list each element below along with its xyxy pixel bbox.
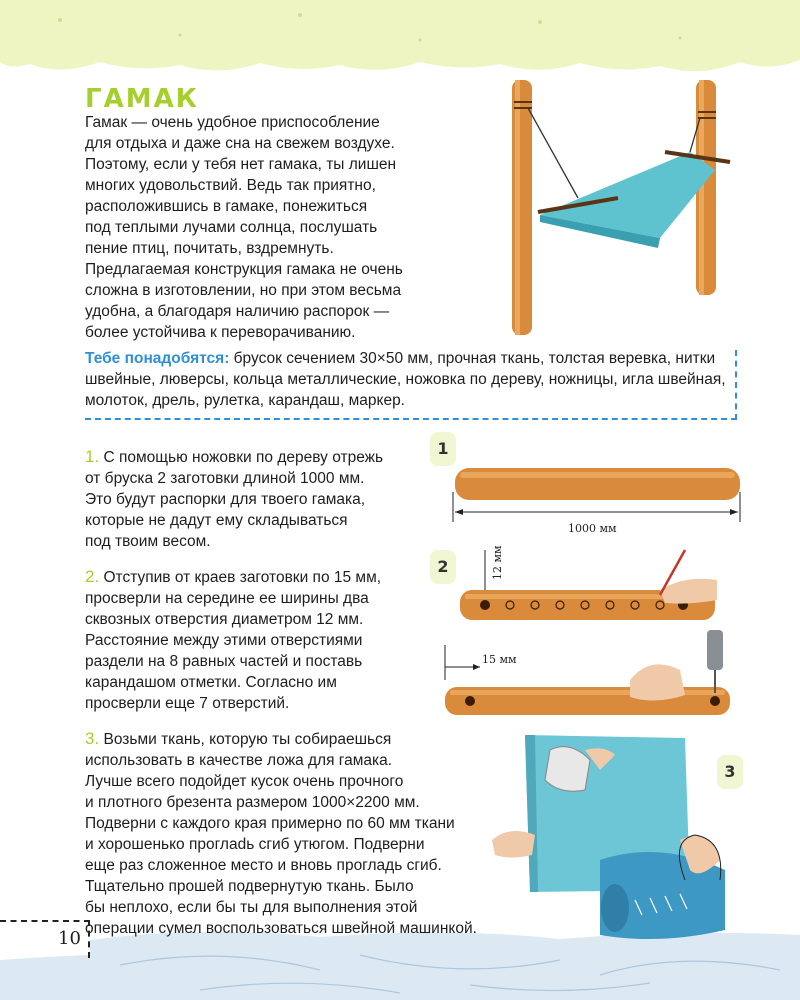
step-badge-3: 3	[717, 755, 743, 789]
materials-label: Тебе понадобятся:	[85, 350, 230, 367]
step-3-text: Возьми ткань, которую ты собираешься использовать в качестве ложа для гамака. Лучше всего подойдет кусок очень прочного и плотного брезента размером 1000×2200 мм. Подверни с каждого края примерно по 60 мм ткани и хорошенько проглadь сгиб утюгом. Подверни еще раз сложенное место и вновь проглaдь сгиб. Тщательно прошей подвернутую ткань. Было бы неплохо, если бы ты для выполнения этой операции сумел воспользоваться швейной машинкой.	[85, 731, 477, 937]
step-3	[85, 728, 525, 939]
step-2-number: 2.	[85, 567, 100, 586]
materials-list	[85, 348, 735, 411]
page-number: 10	[58, 928, 81, 949]
bar-drilling-illustration	[440, 625, 740, 720]
step-3-number: 3.	[85, 729, 100, 748]
offset-label: 15 мм	[482, 653, 517, 666]
hammock-illustration	[500, 70, 740, 340]
bar-marking-illustration	[455, 545, 735, 625]
hole-size-label: 12 мм	[491, 545, 504, 580]
step-badge-2: 2	[430, 550, 456, 584]
materials-text: брусок сечением 30×50 мм, прочная ткань, толстая веревка, нитки швейные, люверсы, кольца металлические, ножовка по дереву, ножницы, игла швейная, молоток, дрель, рулетка, карандаш, маркер.	[85, 350, 726, 409]
length-label: 1000 мм	[568, 522, 617, 535]
step-1-text: С помощью ножовки по дереву отрежь от бруска 2 заготовки длиной 1000 мм. Это будут распорки для твоего гамака, которые не дадут ему складываться под твоим весом.	[85, 449, 384, 550]
fabric-sewing-illustration	[490, 730, 730, 945]
step-1-number: 1.	[85, 447, 100, 466]
page-title: ГАМАК	[85, 84, 199, 114]
bar-dimension-illustration	[450, 462, 750, 542]
step-2	[85, 566, 435, 714]
step-1	[85, 446, 435, 552]
step-2-text: Отступив от краев заготовки по 15 мм, просверли на середине ее ширины два сквозных отверстия диаметром 12 мм. Расстояние между этими отверстиями раздели на 8 равных частей и поставь карандашом отметки. Согласно им просверли еще 7 отверстий.	[85, 569, 382, 712]
intro-paragraph: Гамак — очень удобное приспособление для отдыха и даже сна на свежем воздухе. Поэтому, если у тебя нет гамака, ты лишен многих удовольствий. Ведь так приятно, расположившись в гамаке, понежиться под теплыми лучами солнца, послушать пение птиц, почитать, вздремнуть. Предлагаемая конструкция гамака не очень сложна в изготовлении, но при этом весьма удобна, а благодаря наличию распорок — более устойчива к переворачиванию.	[85, 114, 403, 341]
step-badge-1: 1	[430, 432, 456, 466]
